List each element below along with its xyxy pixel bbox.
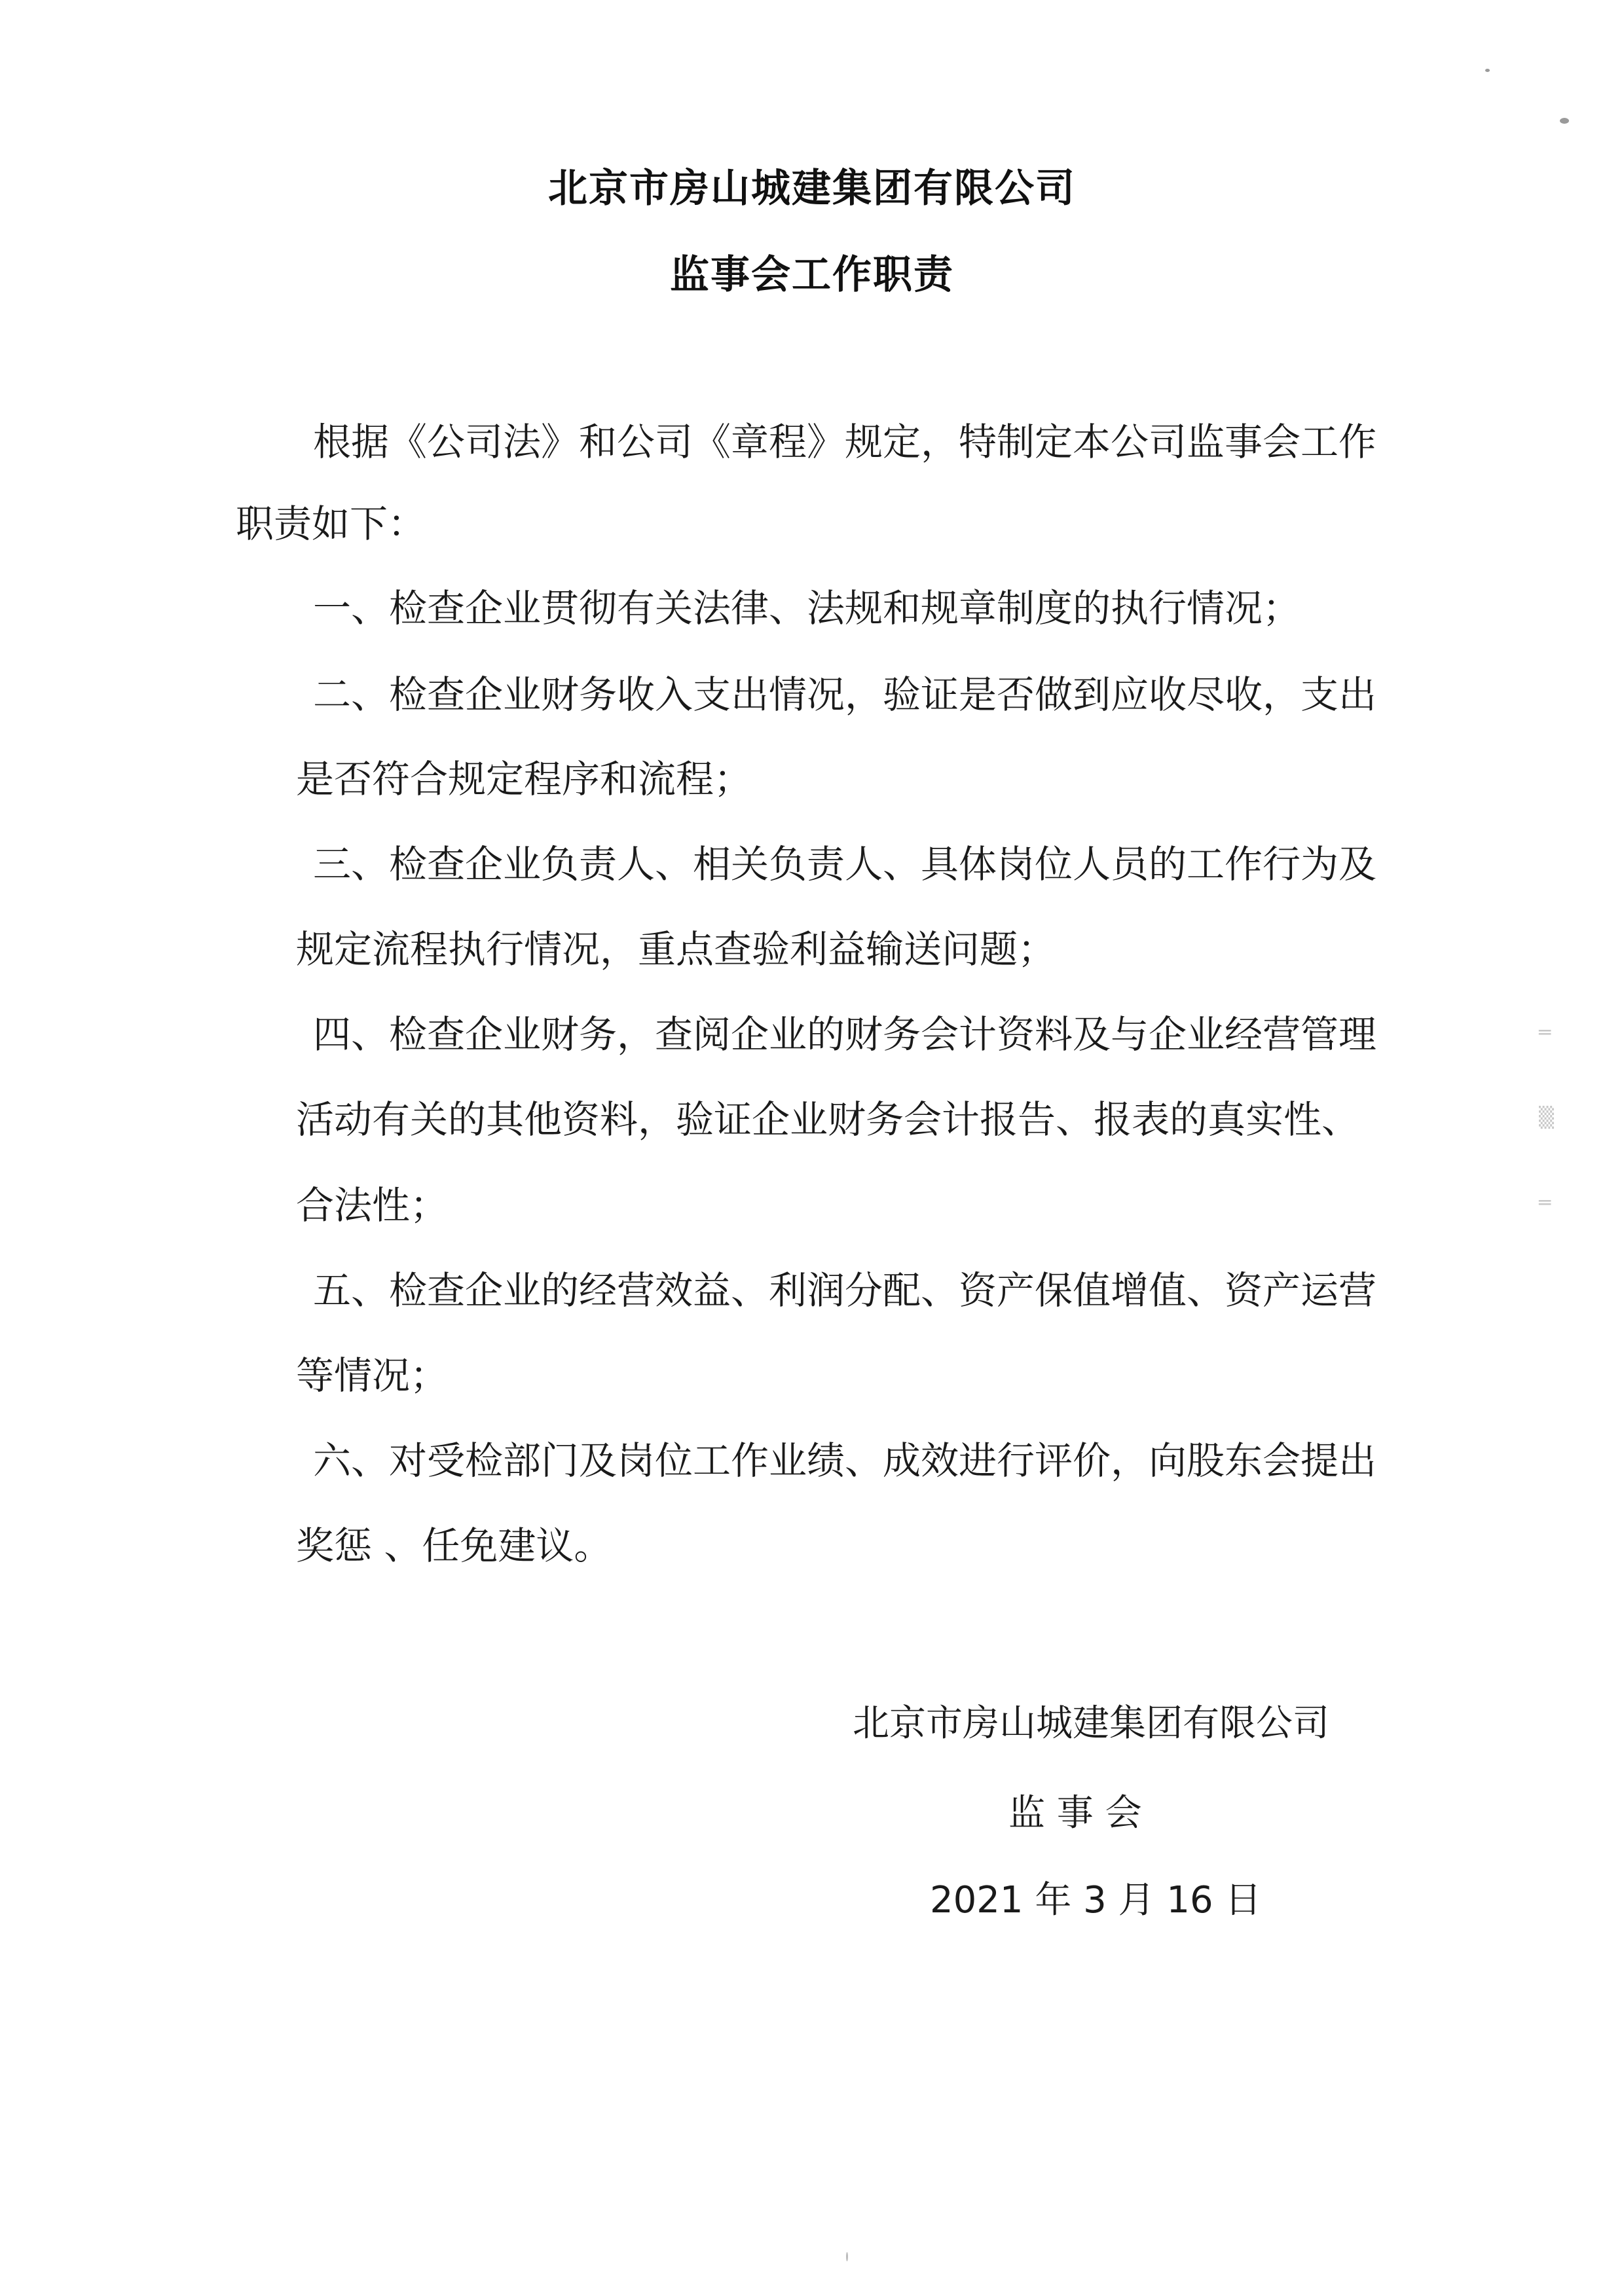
item-3-line-1: 三、检查企业负责人、相关负责人、具体岗位人员的工作行为及	[313, 842, 1377, 886]
intro-line-1: 根据《公司法》和公司《章程》规定，特制定本公司监事会工作	[313, 420, 1377, 464]
scan-speck	[1560, 118, 1569, 124]
item-6-line-2: 奖惩 、任免建议。	[296, 1523, 612, 1568]
item-4-line-2: 活动有关的其他资料，验证企业财务会计报告、报表的真实性、	[296, 1097, 1360, 1142]
document-title-subject: 监事会工作职责	[670, 252, 954, 298]
intro-line-2: 职责如下：	[236, 501, 426, 546]
scan-bleed-mark: ═	[1539, 1192, 1551, 1214]
item-4-line-3: 合法性；	[296, 1183, 449, 1228]
item-5-line-2: 等情况；	[296, 1353, 449, 1398]
scan-speck	[1485, 69, 1490, 72]
item-2-line-2: 是否符合规定程序和流程；	[296, 757, 752, 801]
signature-organization: 北京市房山城建集团有限公司	[853, 1702, 1329, 1745]
item-4-line-1: 四、检查企业财务，查阅企业的财务会计资料及与企业经营管理	[313, 1012, 1377, 1057]
document-title-company: 北京市房山城建集团有限公司	[548, 166, 1076, 211]
item-1-line-1: 一、检查企业贯彻有关法律、法规和规章制度的执行情况；	[313, 586, 1301, 630]
item-5-line-1: 五、检查企业的经营效益、利润分配、资产保值增值、资产运营	[313, 1268, 1377, 1313]
item-3-line-2: 规定流程执行情况，重点查验利益输送问题；	[296, 927, 1056, 972]
signature-date: 2021 年 3 月 16 日	[930, 1879, 1262, 1922]
signature-department: 监 事 会	[1008, 1792, 1142, 1834]
scan-speck	[846, 2252, 848, 2261]
scan-bleed-mark: ▒	[1539, 1106, 1555, 1129]
item-2-line-1: 二、检查企业财务收入支出情况，验证是否做到应收尽收，支出	[313, 672, 1377, 717]
item-6-line-1: 六、对受检部门及岗位工作业绩、成效进行评价，向股东会提出	[313, 1438, 1377, 1483]
scan-bleed-mark: ═	[1539, 1021, 1551, 1044]
